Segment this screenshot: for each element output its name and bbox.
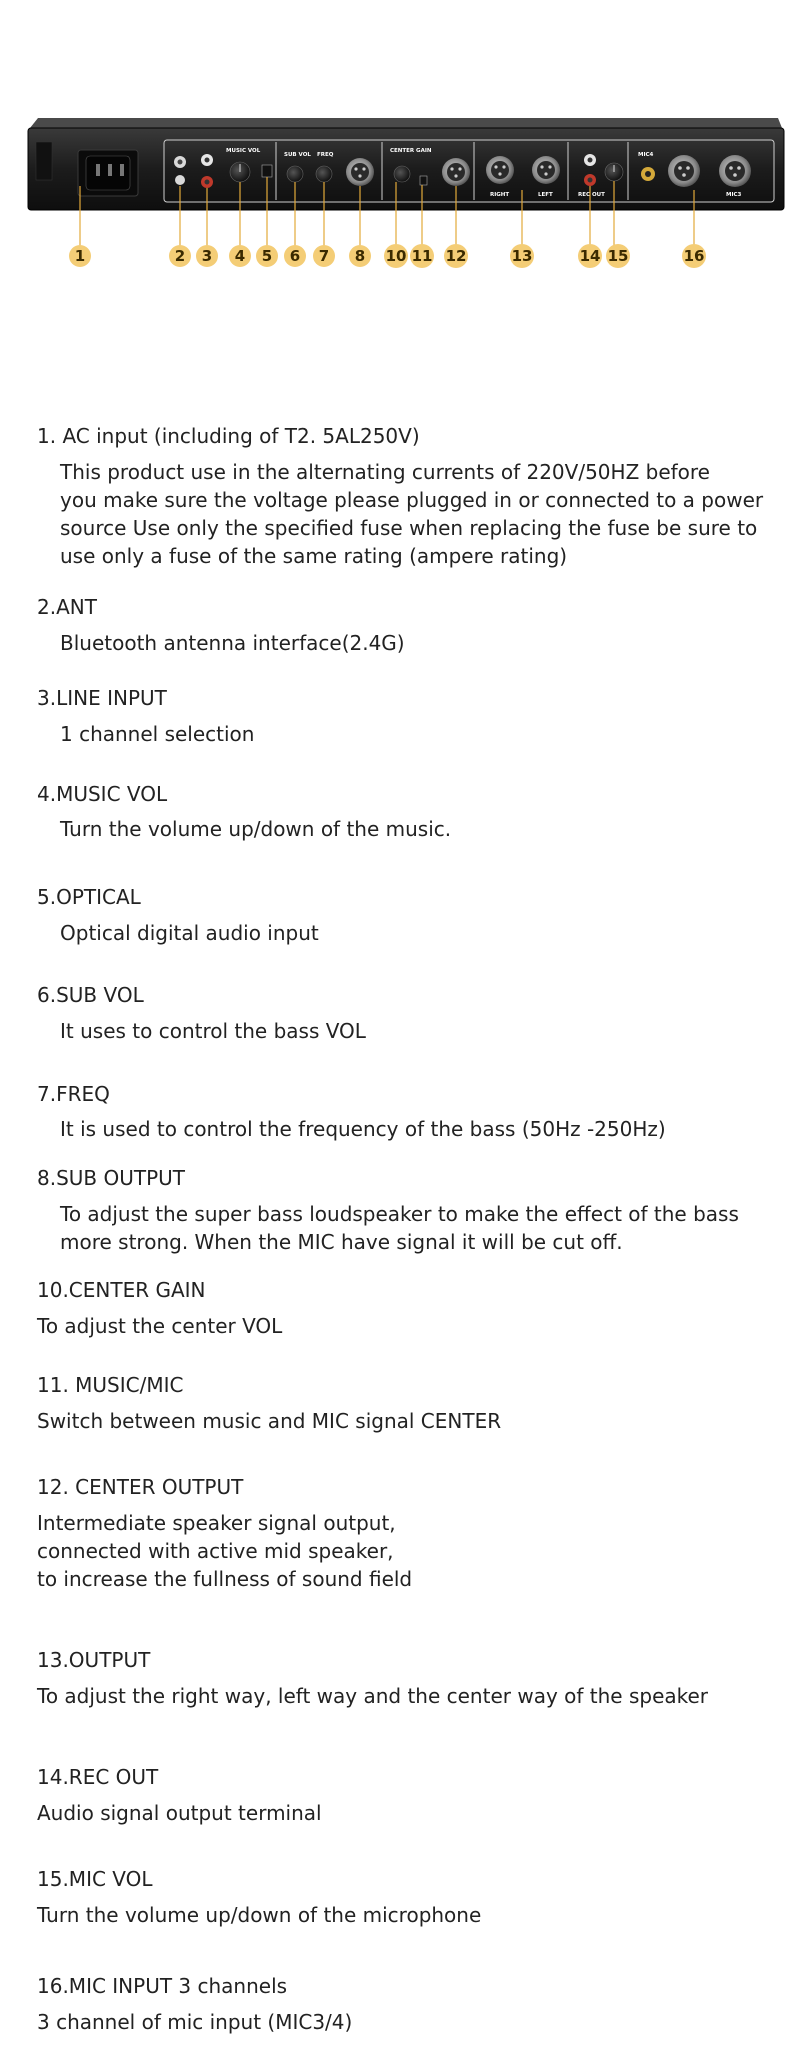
left-panel-label: LEFT xyxy=(538,192,553,198)
item-body-line: Bluetooth antenna interface(2.4G) xyxy=(60,631,405,655)
mic3-panel-label: MIC3 xyxy=(726,192,742,198)
center-gain-panel-label: CENTER GAIN xyxy=(390,148,432,154)
item-title-rec-out: 14.REC OUT xyxy=(37,1765,159,1789)
item-title-line-input: 3.LINE INPUT xyxy=(37,686,167,710)
item-title-music-mic: 11. MUSIC/MIC xyxy=(37,1373,184,1397)
svg-text:5: 5 xyxy=(261,247,273,265)
item-title-optical: 5.OPTICAL xyxy=(37,885,141,909)
item-title-freq: 7.FREQ xyxy=(37,1082,110,1106)
svg-text:7: 7 xyxy=(318,247,330,265)
svg-text:15: 15 xyxy=(607,247,629,265)
item-body-line: use only a fuse of the same rating (ampere rating) xyxy=(60,544,568,568)
item-body-line: Switch between music and MIC signal CENTER xyxy=(37,1409,502,1433)
item-body-line: 3 channel of mic input (MIC3/4) xyxy=(37,2010,353,2034)
svg-text:12: 12 xyxy=(445,247,467,265)
item-body-line: To adjust the right way, left way and the center way of the speaker xyxy=(37,1684,709,1708)
svg-text:14: 14 xyxy=(579,247,601,265)
item-title-center-output: 12. CENTER OUTPUT xyxy=(37,1475,244,1499)
item-body-line: It uses to control the bass VOL xyxy=(60,1019,366,1043)
svg-text:16: 16 xyxy=(683,247,705,265)
svg-text:6: 6 xyxy=(289,247,301,265)
item-body-line: you make sure the voltage please plugged in or connected to a power xyxy=(60,488,764,512)
svg-text:13: 13 xyxy=(511,247,533,265)
svg-text:1: 1 xyxy=(74,247,86,265)
item-title-ant: 2.ANT xyxy=(37,595,97,619)
item-body-line: To adjust the center VOL xyxy=(37,1314,283,1338)
music-vol-panel-label: MUSIC VOL xyxy=(226,148,261,154)
item-body-line: Optical digital audio input xyxy=(60,921,319,945)
item-title-sub-vol: 6.SUB VOL xyxy=(37,983,144,1007)
item-body-line: to increase the fullness of sound field xyxy=(37,1567,413,1591)
svg-text:3: 3 xyxy=(201,247,213,265)
svg-text:11: 11 xyxy=(411,247,433,265)
item-title-ac-input: 1. AC input (including of T2. 5AL250V) xyxy=(37,424,420,448)
item-title-center-gain: 10.CENTER GAIN xyxy=(37,1278,206,1302)
mic4-panel-label: MIC4 xyxy=(638,152,654,158)
item-body-line: more strong. When the MIC have signal it will be cut off. xyxy=(60,1230,623,1254)
svg-text:10: 10 xyxy=(385,247,407,265)
item-body-line: It is used to control the frequency of the bass (50Hz -250Hz) xyxy=(60,1117,666,1141)
svg-text:2: 2 xyxy=(174,247,186,265)
item-title-output: 13.OUTPUT xyxy=(37,1648,151,1672)
item-body-line: Intermediate speaker signal output, xyxy=(37,1511,396,1535)
right-panel-label: RIGHT xyxy=(490,192,510,198)
item-body-line: 1 channel selection xyxy=(60,722,255,746)
sub-vol-panel-label: SUB VOL xyxy=(284,152,311,158)
rec-out-panel-label: REC OUT xyxy=(578,192,605,198)
item-title-music-vol: 4.MUSIC VOL xyxy=(37,782,168,806)
svg-text:4: 4 xyxy=(234,247,246,265)
item-body-line: To adjust the super bass loudspeaker to make the effect of the bass xyxy=(60,1202,739,1226)
item-body-line: Turn the volume up/down of the microphone xyxy=(37,1903,482,1927)
freq-panel-label: FREQ xyxy=(317,152,334,158)
item-title-mic-input: 16.MIC INPUT 3 channels xyxy=(37,1974,288,1998)
item-body-line: source Use only the specified fuse when replacing the fuse be sure to xyxy=(60,516,758,540)
item-title-sub-output: 8.SUB OUTPUT xyxy=(37,1166,186,1190)
item-title-mic-vol: 15.MIC VOL xyxy=(37,1867,153,1891)
svg-text:8: 8 xyxy=(354,247,366,265)
item-body-line: Turn the volume up/down of the music. xyxy=(60,817,452,841)
item-body-line: This product use in the alternating currents of 220V/50HZ before xyxy=(60,460,710,484)
item-body-line: Audio signal output terminal xyxy=(37,1801,322,1825)
item-body-line: connected with active mid speaker, xyxy=(37,1539,394,1563)
